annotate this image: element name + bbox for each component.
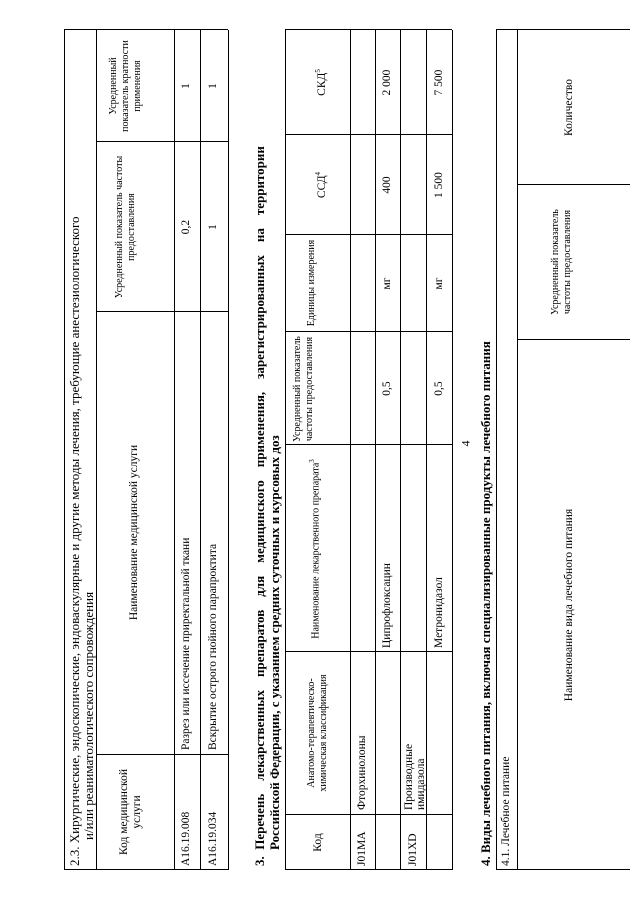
row2-multiplicity: 1 [207,83,219,89]
header-nutrition-frequency: Усредненный показатель частоты предоставления [550,209,573,315]
row1-name: Разрез или иссечение приректальной ткани [180,537,192,750]
header-drug-frequency: Усредненный показатель частоты предоставления [292,336,315,442]
section-3-title-line1: 3. Перечень лекарственных препаратов для медицинского применения, зарегистрированных на территории [252,146,267,866]
drug-row2-name: Ципрофлоксацин [381,563,393,648]
row2-code: A16.19.034 [207,811,219,866]
header-atc: Анатомо-терапевтическо-химическая классификация [306,674,329,792]
header-skd [312,30,329,135]
header-service-code: Код медицинской услуги [118,769,143,855]
header-skd-footnote: 5 [314,69,322,73]
drug-row4-unit: мг [433,277,445,290]
section-2-3-number: 2.3. [67,846,82,866]
header-service-multiplicity: Усредненный показатель кратности применения [108,40,143,132]
header-service-name: Наименование медицинской услуги [128,444,140,621]
drug-row2-unit: мг [381,277,393,290]
header-drug-name [306,458,322,640]
section-4-title: 4. Виды лечебного питания, включая специализированные продукты лечебного питания [478,341,493,866]
section-2-3-title-line2: и/или реаниматологического сопровождения [81,591,96,840]
header-ssd-footnote: 4 [314,171,322,176]
drug-row2-frequency: 0,5 [381,381,393,396]
header-nutrition-quantity: Количество [563,79,575,136]
row1-frequency: 0,2 [180,219,192,235]
section-2-3-title-line1: Хирургические, эндоскопические, эндоваскулярные и другие методы лечения, требующие анестезиологического [67,216,82,844]
drug-row3-atc: Производные имидазола [403,743,427,810]
header-drug-name-text: Наименование лекарственного препарата [310,462,322,639]
header-nutrition-name: Наименование вида лечебного питания [563,508,575,702]
row2-name: Вскрытие острого гнойного парапроктита [207,543,219,750]
drug-row2-ssd: 400 [381,176,393,194]
drug-row4-ssd: 1 500 [433,172,445,198]
drug-row1-code: J01MA [356,831,368,866]
rotated-page-content [30,20,630,880]
header-ssd-text: ССД [315,175,328,199]
header-ssd [312,135,329,235]
header-service-frequency: Усредненный показатель частоты предоставления [114,155,137,299]
drug-row1-atc: Фторхинолоны [356,735,368,810]
row1-code: A16.19.008 [180,811,192,866]
section-4-1-title: 4.1. Лечебное питание [500,756,512,866]
header-skd-text: СКД [315,72,328,96]
section-2-3-title [67,36,82,866]
page-number: 4 [458,440,473,447]
row2-frequency: 1 [207,224,219,230]
header-drug-name-footnote: 3 [308,459,316,463]
drug-row4-frequency: 0,5 [433,381,445,396]
section-3-title-line2: Российской Федерации, с указанием средних суточных и курсовых доз [267,435,282,850]
header-units: Единицы измерения [306,239,317,327]
drug-row4-name: Метронидазол [433,577,445,648]
drug-row3-code: J01XD [407,833,419,866]
row1-multiplicity: 1 [180,83,192,89]
drug-row4-skd: 7 500 [433,69,445,96]
header-drug-code: Код [312,833,324,852]
drug-row2-skd: 2 000 [381,69,393,96]
